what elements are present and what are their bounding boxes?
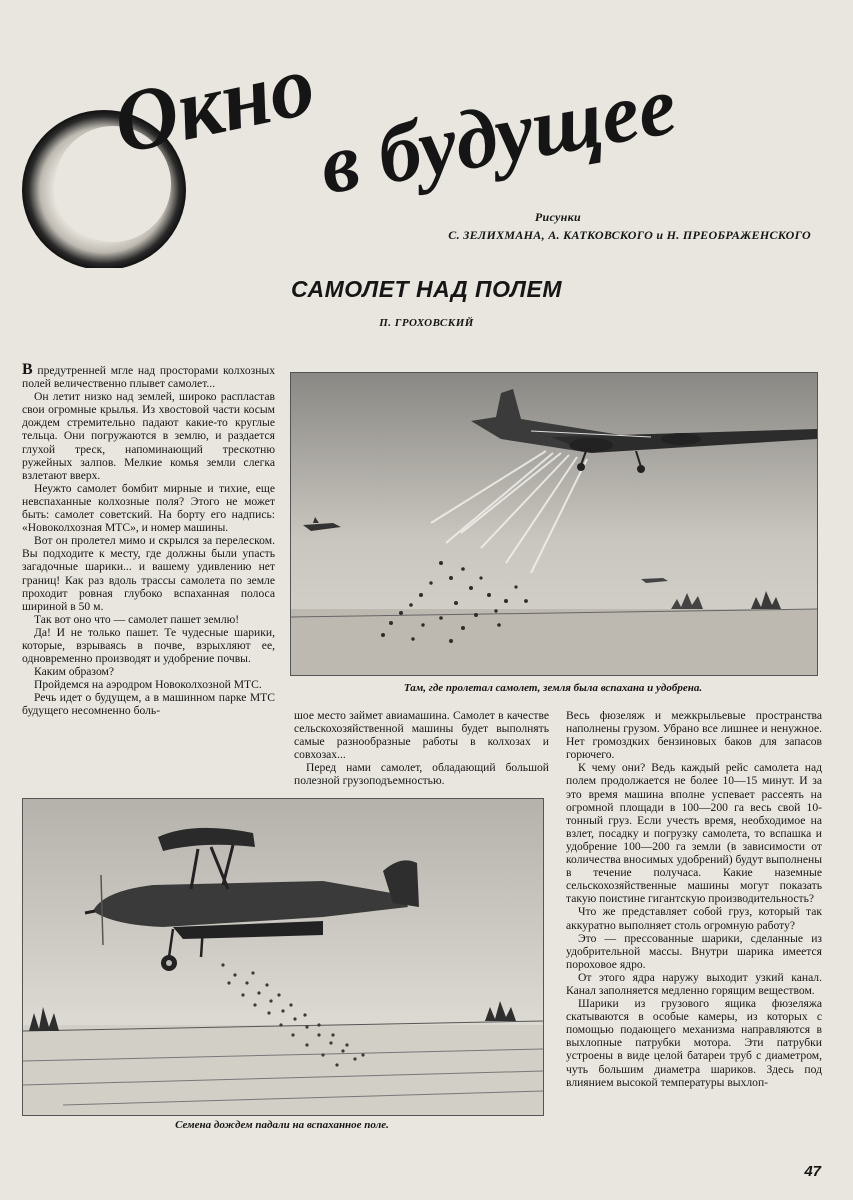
paragraph: Да! И не только пашет. Те чудесные шарики, которые, взрываясь в почве, взрыхляют ее, одновременно производят и удобрение почвы. [22, 625, 275, 666]
credits-artists: С. ЗЕЛИХМАНА, А. КАТКОВСКОГО и Н. ПРЕОБРАЖЕНСКОГО [448, 228, 811, 242]
paragraph: Каким образом? [34, 665, 115, 679]
article-author [0, 317, 853, 329]
paragraph: Это — прессованные шарики, сделанные из удобрительной массы. Внутри шарика имеется пороховое ядро. [566, 931, 822, 971]
text-column-1 [22, 363, 275, 718]
paragraph: Что же представляет собой груз, который так аккуратно выполняет столь огромную работу? [566, 905, 822, 932]
caption-top-illustration: Там, где пролетал самолет, земля была вспахана и удобрена. [403, 682, 703, 694]
author-name: П. ГРОХОВСКИЙ [379, 317, 474, 329]
paragraph: От этого ядра наружу выходит узкий канал. Канал заполняется медленно горящим веществом. [566, 970, 822, 997]
paragraph: К чему они? Ведь каждый рейс самолета над полем продолжается не более 10—15 минут. И за это время машина вполне успевает рассеять на огромной площади в 100—200 га весь свой 10-тонный груз. Если учесть время, необходимое на взлет, посадку и погрузку самолета, то вспашка и удобрение 100—200 га земли (в зависимости от количества вносимых удобрений) будут выполнены в течение получаса. Какие наземные сельскохозяйственные машины могут показать такую поистине гигантскую производительность? [566, 761, 822, 906]
drop-initial: В [22, 361, 33, 378]
paragraph: Перед нами самолет, обладающий большой полезной грузоподъемностью. [294, 761, 549, 788]
paragraph: Так вот оно что — самолет пашет землю! [34, 612, 240, 626]
title-line-1: Окно [105, 36, 323, 174]
caption-bottom-illustration: Семена дождем падали на вспаханное поле. [175, 1119, 389, 1131]
title-line-2: в будущее [313, 58, 683, 213]
paragraph: В предутренней мгле над просторами колхозных полей величественно плывет самолет... [22, 361, 275, 391]
field-ground [23, 1025, 543, 1115]
illustration-credits [448, 208, 811, 244]
paragraph: Речь идет о будущем, а в машинном парке МТС будущего несомненно боль- [22, 691, 275, 718]
paragraph: Пройдемся на аэродром Новоколхозной МТС. [34, 678, 262, 692]
illustration-biplane-seeding [22, 798, 544, 1116]
paragraph: Вот он пролетел мимо и скрылся за перелеском. Вы подходите к месту, где должны были упасть загадочные шарики... и вашему удивлению нет границ! Как раз вдоль трассы самолета по земле проходит ровная глубоко вспаханная полоса шириной в 50 м. [22, 534, 275, 613]
paragraph: Шарики из грузового ящика фюзеляжа скатываются в особые камеры, из которых с помощью подающего механизма направляются в выхлопные патрубки мотора. Эти патрубки устроены в виде целой батареи труб с диаметром, чуть большим диаметра шариков. Здесь под влиянием высокой температуры выхлоп- [566, 997, 822, 1089]
illustration-plane-over-field [290, 372, 818, 676]
article-title: САМОЛЕТ НАД ПОЛЕМ [291, 276, 562, 302]
paragraph: Он летит низко над землей, широко распластав свои огромные крылья. Из хвостовой части косым дождем стремительно падают какие-то круглые тельца. Они погружаются в землю, и раздается глухой треск, напоминающий трескотню ружейных залпов. Мелкие комья земли слегка взлетают вверх. [22, 390, 275, 482]
credits-label: Рисунки [534, 210, 581, 224]
paragraph: Весь фюзеляж и межкрыльевые пространства наполнены грузом. Убрано все лишнее и ненужное. Нет громоздких бензиновых баков для запасов горючего. [566, 709, 822, 762]
field-ground [291, 609, 817, 675]
text-column-2 [294, 709, 549, 788]
paragraph: шое место займет авиамашина. Самолет в качестве сельскохозяйственной машины будет выполнять самые разнообразные работы в колхозах и совхозах... [294, 709, 549, 762]
page-number: 47 [804, 1163, 821, 1180]
paragraph: Неужто самолет бомбит мирные и тихие, еще невспаханные колхозные поля? Этого не может быть: самолет советский. На борту его надпись: «Новоколхозная МТС», и номер машины. [22, 481, 275, 535]
text-column-3 [566, 709, 822, 1089]
